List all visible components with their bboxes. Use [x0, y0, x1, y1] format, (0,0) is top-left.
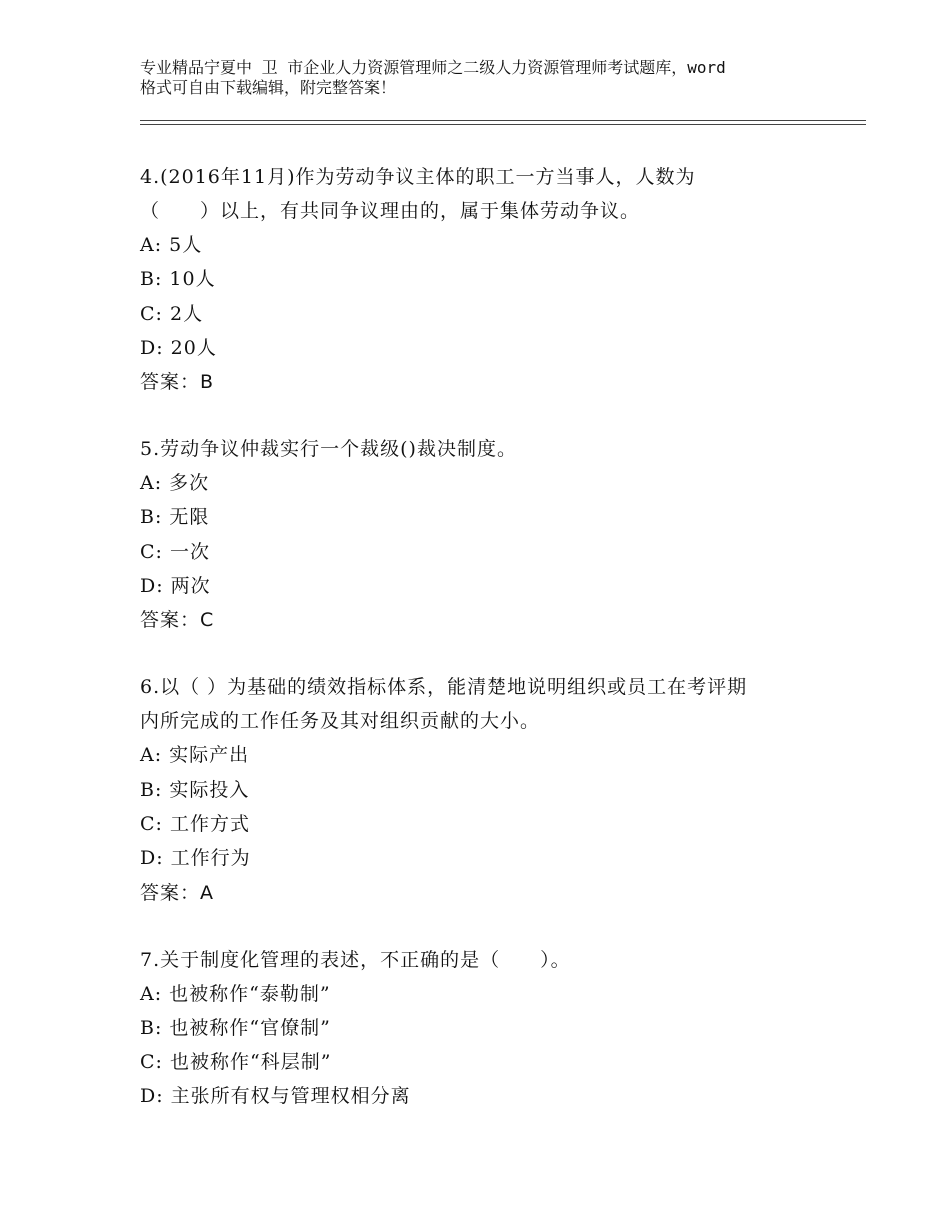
header-line-1: 专业精品宁夏中 卫 市企业人力资源管理师之二级人力资源管理师考试题库，word	[140, 58, 726, 77]
question-5	[140, 432, 830, 637]
option-a: A: 多次	[140, 472, 210, 495]
option-b: B: 实际投入	[140, 778, 250, 801]
question-list	[140, 160, 830, 1147]
option-b: B: 10人	[140, 268, 216, 291]
option-d: D: 20人	[140, 336, 217, 359]
option-a: A: 实际产出	[140, 744, 250, 767]
option-c: C: 一次	[140, 540, 210, 563]
header-divider-top	[140, 120, 866, 121]
question-stem: 5.劳动争议仲裁实行一个裁级()裁决制度。	[140, 438, 517, 461]
question-6	[140, 670, 830, 909]
option-a: A: 也被称作“泰勒制”	[140, 982, 331, 1005]
header-divider-bottom	[140, 124, 866, 125]
question-4	[140, 160, 830, 399]
question-stem: 6.以（ ）为基础的绩效指标体系，能清楚地说明组织或员工在考评期	[140, 676, 748, 699]
answer-line: 答案：A	[140, 881, 214, 904]
answer-line: 答案：C	[140, 609, 215, 632]
option-c: C: 工作方式	[140, 812, 250, 835]
answer-line: 答案：B	[140, 371, 215, 394]
option-c: C: 也被称作“科层制”	[140, 1051, 332, 1074]
option-d: D: 主张所有权与管理权相分离	[140, 1085, 411, 1108]
option-a: A: 5人	[140, 234, 203, 256]
question-stem-continued: （ ）以上，有共同争议理由的，属于集体劳动争议。	[140, 200, 641, 222]
option-c: C: 2人	[140, 302, 204, 325]
question-stem: 7.关于制度化管理的表述，不正确的是（ ）。	[140, 948, 571, 971]
option-b: B: 无限	[140, 506, 210, 529]
header-line-2: 格式可自由下载编辑，附完整答案！	[140, 78, 397, 97]
question-stem: 4.(2016年11月)作为劳动争议主体的职工一方当事人，人数为	[140, 166, 696, 188]
document-header	[140, 58, 840, 98]
question-7	[140, 943, 830, 1114]
option-d: D: 两次	[140, 575, 211, 598]
option-d: D: 工作行为	[140, 847, 251, 870]
question-stem-continued: 内所完成的工作任务及其对组织贡献的大小。	[140, 710, 541, 733]
option-b: B: 也被称作“官僚制”	[140, 1016, 331, 1039]
